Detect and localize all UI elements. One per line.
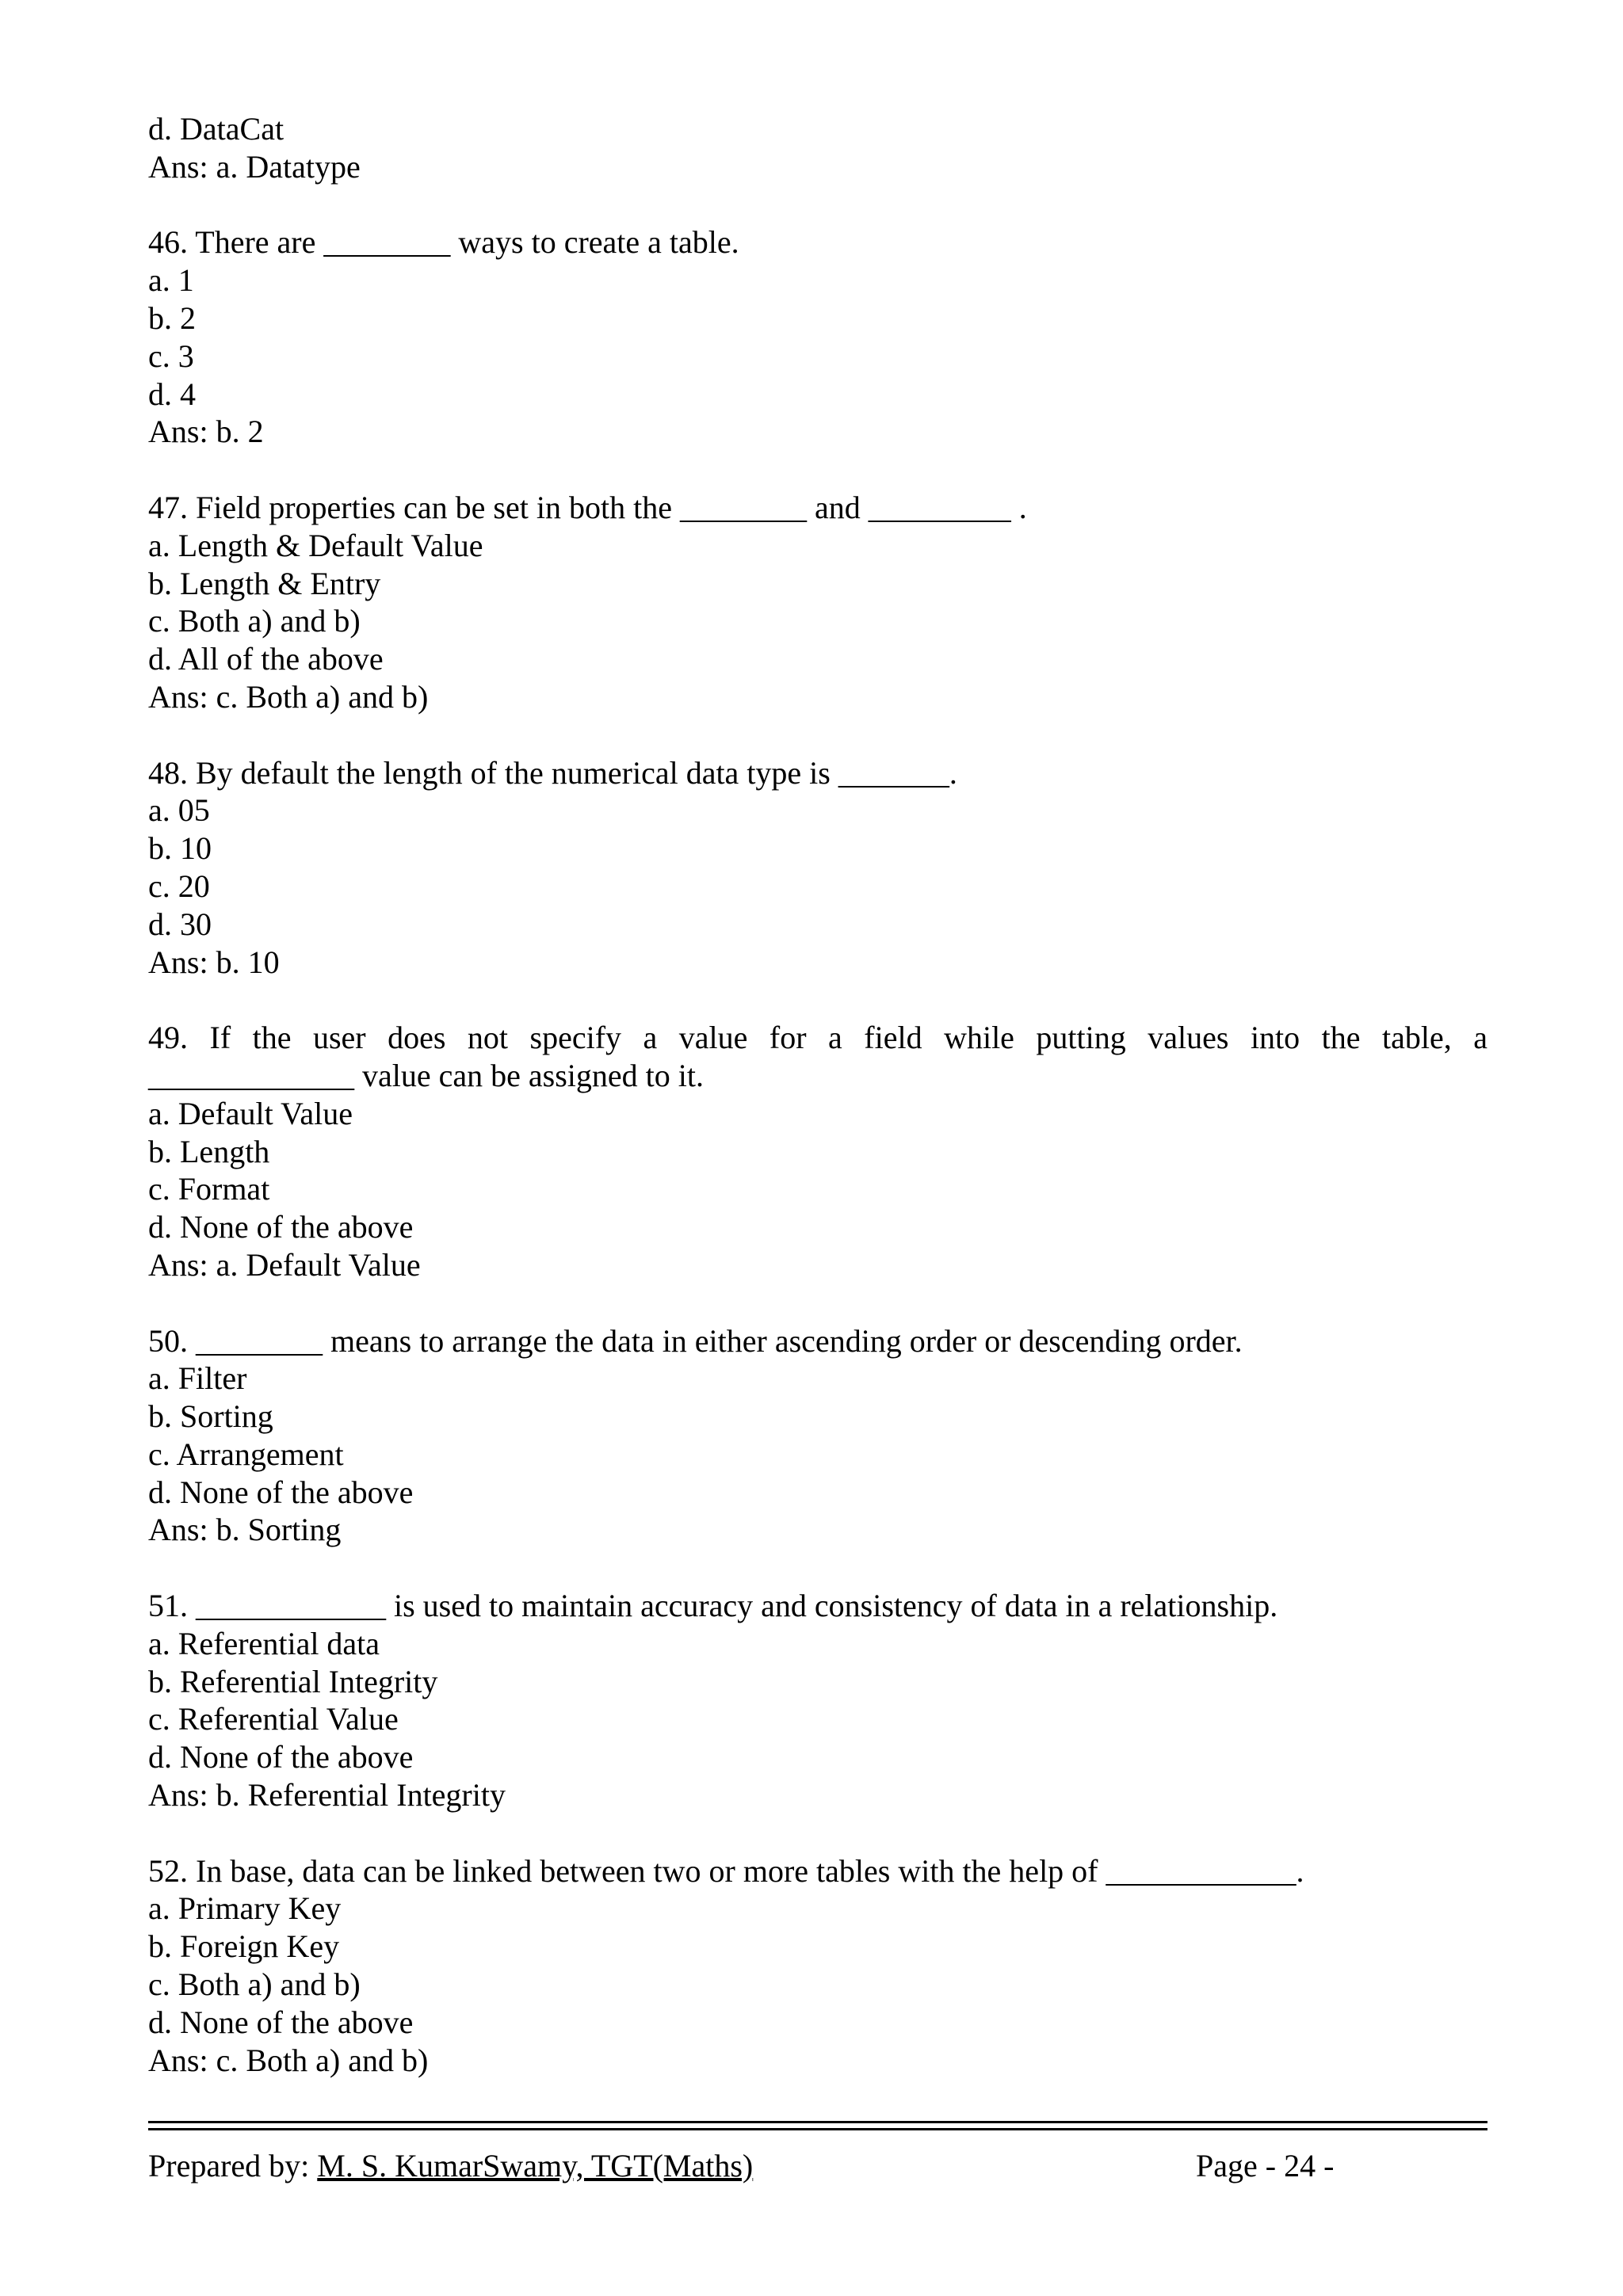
option-line: a. Filter bbox=[148, 1360, 247, 1397]
question-47: 47. Field properties can be set in both the ________ and _________ . bbox=[148, 489, 1027, 525]
spacer bbox=[148, 1284, 1487, 1322]
author-name: M. S. KumarSwamy, TGT(Maths) bbox=[317, 2148, 754, 2183]
page-content bbox=[148, 110, 1487, 2079]
prepared-label: Prepared by: bbox=[148, 2148, 318, 2183]
question-52: 52. In base, data can be linked between two or more tables with the help of ____________. bbox=[148, 1852, 1304, 1889]
option-line: c. 3 bbox=[148, 338, 194, 374]
answer-line: Ans: b. Sorting bbox=[148, 1512, 342, 1548]
option-line: d. 30 bbox=[148, 906, 212, 942]
spacer bbox=[148, 981, 1487, 1019]
option-line: c. Arrangement bbox=[148, 1436, 344, 1472]
option-line: a. Length & Default Value bbox=[148, 527, 483, 563]
page-number: Page - 24 - bbox=[1196, 2148, 1335, 2183]
option-line: d. 4 bbox=[148, 376, 196, 412]
question-49-continued: _____________ value can be assigned to it. bbox=[148, 1057, 704, 1093]
spacer bbox=[148, 716, 1487, 754]
question-51: 51. ____________ is used to maintain accuracy and consistency of data in a relationship. bbox=[148, 1588, 1278, 1624]
option-line: d. None of the above bbox=[148, 2004, 414, 2040]
option-line: d. None of the above bbox=[148, 1739, 414, 1775]
question-50: 50. ________ means to arrange the data in either ascending order or descending order. bbox=[148, 1322, 1243, 1359]
option-line: c. Both a) and b) bbox=[148, 1966, 361, 2003]
option-line: d. None of the above bbox=[148, 1209, 414, 1245]
option-line: a. 1 bbox=[148, 262, 194, 299]
option-line: b. 2 bbox=[148, 299, 196, 336]
footer-divider bbox=[148, 2128, 1487, 2130]
answer-line: Ans: c. Both a) and b) bbox=[148, 678, 429, 715]
option-line: a. Primary Key bbox=[148, 1890, 342, 1927]
option-line: b. Foreign Key bbox=[148, 1928, 340, 1965]
option-line: a. 05 bbox=[148, 792, 210, 829]
spacer bbox=[148, 1549, 1487, 1587]
answer-line: Ans: b. 10 bbox=[148, 944, 280, 980]
answer-line: Ans: b. Referential Integrity bbox=[148, 1777, 506, 1814]
page-footer bbox=[148, 2147, 1487, 2185]
question-46: 46. There are ________ ways to create a table. bbox=[148, 224, 739, 261]
question-49: 49. If the user does not specify a value for a field while putting values into the table, a bbox=[148, 1020, 1487, 1056]
option-line: c. 20 bbox=[148, 868, 210, 904]
footer-divider bbox=[148, 2121, 1487, 2123]
option-line: c. Format bbox=[148, 1171, 270, 1207]
option-line: b. Length bbox=[148, 1133, 270, 1169]
text-line: d. DataCat bbox=[148, 111, 285, 147]
option-line: b. Length & Entry bbox=[148, 565, 381, 601]
footer-credit bbox=[148, 2147, 753, 2185]
question-48: 48. By default the length of the numerical data type is _______. bbox=[148, 754, 957, 791]
spacer bbox=[148, 186, 1487, 224]
option-line: c. Both a) and b) bbox=[148, 603, 361, 639]
option-line: a. Default Value bbox=[148, 1095, 353, 1131]
option-line: b. 10 bbox=[148, 830, 212, 867]
answer-line: Ans: a. Default Value bbox=[148, 1246, 421, 1283]
answer-line: Ans: b. 2 bbox=[148, 414, 264, 450]
spacer bbox=[148, 1814, 1487, 1852]
option-line: b. Sorting bbox=[148, 1398, 273, 1435]
option-line: d. All of the above bbox=[148, 641, 384, 677]
option-line: a. Referential data bbox=[148, 1625, 380, 1661]
answer-line: Ans: a. Datatype bbox=[148, 148, 361, 185]
spacer bbox=[148, 451, 1487, 489]
option-line: d. None of the above bbox=[148, 1474, 414, 1510]
option-line: c. Referential Value bbox=[148, 1701, 399, 1737]
answer-line: Ans: c. Both a) and b) bbox=[148, 2042, 429, 2078]
option-line: b. Referential Integrity bbox=[148, 1663, 438, 1699]
